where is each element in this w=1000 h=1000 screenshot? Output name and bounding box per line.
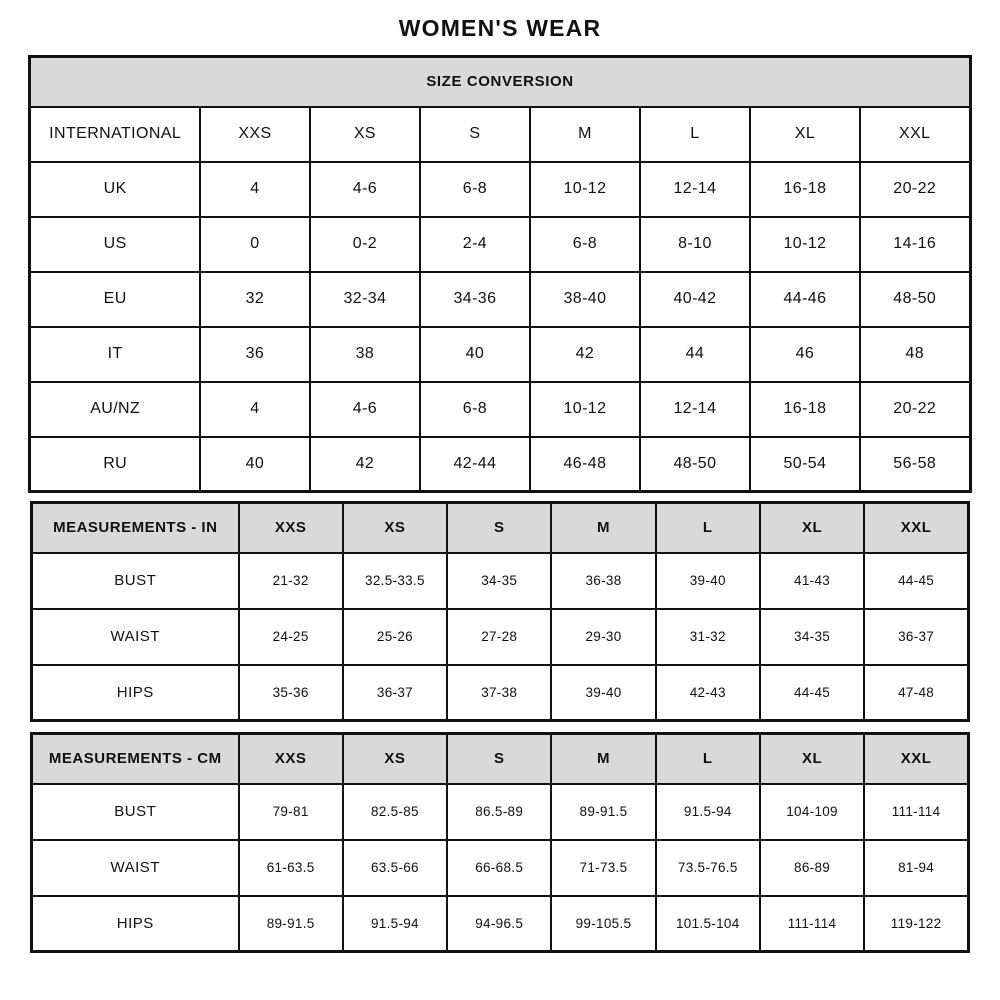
size-col-xs: XS (343, 503, 447, 553)
row-label: AU/NZ (30, 382, 200, 437)
size-cell: 16-18 (750, 162, 860, 217)
measure-cell: 39-40 (551, 665, 655, 721)
measure-cell: 66-68.5 (447, 840, 551, 896)
size-cell: 16-18 (750, 382, 860, 437)
measure-cell: 24-25 (239, 609, 343, 665)
size-col-l: L (656, 503, 760, 553)
size-col-l: L (640, 107, 750, 162)
measurements-cm-table (30, 732, 970, 953)
measure-cell: 111-114 (760, 896, 864, 952)
measure-cell: 41-43 (760, 553, 864, 609)
row-label: US (30, 217, 200, 272)
measure-cell: 111-114 (864, 784, 968, 840)
size-cell: 6-8 (420, 382, 530, 437)
size-cell: 40 (200, 437, 310, 492)
size-conversion-table (28, 55, 971, 493)
measure-cell: 89-91.5 (239, 896, 343, 952)
size-cell: 6-8 (420, 162, 530, 217)
measure-cell: 86-89 (760, 840, 864, 896)
measure-cell: 44-45 (864, 553, 968, 609)
measurements-cm-header-row (32, 734, 969, 784)
size-cell: 0 (200, 217, 310, 272)
measure-cell: 25-26 (343, 609, 447, 665)
measure-cell: 34-35 (760, 609, 864, 665)
size-col-m: M (551, 734, 655, 784)
size-cell: 50-54 (750, 437, 860, 492)
measure-cell: 94-96.5 (447, 896, 551, 952)
table-row-bust-cm (32, 784, 969, 840)
size-cell: 4-6 (310, 382, 420, 437)
measure-cell: 42-43 (656, 665, 760, 721)
size-col-xxs: XXS (239, 734, 343, 784)
row-label: EU (30, 272, 200, 327)
size-col-xxl: XXL (864, 734, 968, 784)
size-cell: 4 (200, 162, 310, 217)
table-caption-row (30, 57, 970, 107)
table-row-hips-in (32, 665, 969, 721)
size-cell: 14-16 (860, 217, 970, 272)
measure-cell: 27-28 (447, 609, 551, 665)
table-row-ru (30, 437, 970, 492)
size-col-s: S (447, 503, 551, 553)
table-row-waist-in (32, 609, 969, 665)
size-cell: 44 (640, 327, 750, 382)
size-cell: 48-50 (640, 437, 750, 492)
size-col-xs: XS (310, 107, 420, 162)
measure-cell: 79-81 (239, 784, 343, 840)
size-cell: 4-6 (310, 162, 420, 217)
table-row-aunz (30, 382, 970, 437)
measure-cell: 91.5-94 (656, 784, 760, 840)
size-cell: 10-12 (750, 217, 860, 272)
row-label: BUST (32, 784, 239, 840)
size-cell: 46-48 (530, 437, 640, 492)
size-col-l: L (656, 734, 760, 784)
size-cell: 36 (200, 327, 310, 382)
size-cell: 40-42 (640, 272, 750, 327)
size-col-xxs: XXS (239, 503, 343, 553)
size-cell: 12-14 (640, 382, 750, 437)
row-label: RU (30, 437, 200, 492)
measure-cell: 89-91.5 (551, 784, 655, 840)
size-cell: 20-22 (860, 382, 970, 437)
size-cell: 42 (310, 437, 420, 492)
measure-cell: 81-94 (864, 840, 968, 896)
size-cell: 38-40 (530, 272, 640, 327)
size-cell: 48 (860, 327, 970, 382)
measure-cell: 61-63.5 (239, 840, 343, 896)
measure-cell: 36-37 (343, 665, 447, 721)
size-header-row (30, 107, 970, 162)
table-row-us (30, 217, 970, 272)
size-col-m: M (530, 107, 640, 162)
measure-cell: 86.5-89 (447, 784, 551, 840)
measure-cell: 37-38 (447, 665, 551, 721)
size-cell: 4 (200, 382, 310, 437)
size-col-xl: XL (760, 503, 864, 553)
measurements-in-table (30, 501, 970, 722)
measure-cell: 73.5-76.5 (656, 840, 760, 896)
row-label: HIPS (32, 665, 239, 721)
measurements-in-title: MEASUREMENTS - IN (32, 503, 239, 553)
size-cell: 40 (420, 327, 530, 382)
size-col-s: S (420, 107, 530, 162)
measure-cell: 35-36 (239, 665, 343, 721)
size-cell: 48-50 (860, 272, 970, 327)
measure-cell: 31-32 (656, 609, 760, 665)
measurements-cm-title: MEASUREMENTS - CM (32, 734, 239, 784)
measure-cell: 82.5-85 (343, 784, 447, 840)
measure-cell: 71-73.5 (551, 840, 655, 896)
size-cell: 6-8 (530, 217, 640, 272)
table-row-hips-cm (32, 896, 969, 952)
size-cell: 44-46 (750, 272, 860, 327)
size-col-xs: XS (343, 734, 447, 784)
table-row-eu (30, 272, 970, 327)
size-col-xl: XL (750, 107, 860, 162)
measure-cell: 34-35 (447, 553, 551, 609)
size-cell: 42-44 (420, 437, 530, 492)
size-col-xxl: XXL (864, 503, 968, 553)
row-label: WAIST (32, 840, 239, 896)
size-cell: 46 (750, 327, 860, 382)
row-label: BUST (32, 553, 239, 609)
size-col-xl: XL (760, 734, 864, 784)
international-label: INTERNATIONAL (30, 107, 200, 162)
size-cell: 32-34 (310, 272, 420, 327)
measure-cell: 32.5-33.5 (343, 553, 447, 609)
table-row-it (30, 327, 970, 382)
size-cell: 38 (310, 327, 420, 382)
measure-cell: 101.5-104 (656, 896, 760, 952)
size-cell: 34-36 (420, 272, 530, 327)
table-row-bust-in (32, 553, 969, 609)
row-label: IT (30, 327, 200, 382)
size-col-xxl: XXL (860, 107, 970, 162)
measurements-in-header-row (32, 503, 969, 553)
measure-cell: 36-37 (864, 609, 968, 665)
size-cell: 0-2 (310, 217, 420, 272)
size-cell: 8-10 (640, 217, 750, 272)
row-label: HIPS (32, 896, 239, 952)
size-cell: 20-22 (860, 162, 970, 217)
row-label: UK (30, 162, 200, 217)
table-row-uk (30, 162, 970, 217)
measure-cell: 104-109 (760, 784, 864, 840)
table-row-waist-cm (32, 840, 969, 896)
size-cell: 10-12 (530, 162, 640, 217)
size-cell: 12-14 (640, 162, 750, 217)
measure-cell: 91.5-94 (343, 896, 447, 952)
measure-cell: 44-45 (760, 665, 864, 721)
measure-cell: 21-32 (239, 553, 343, 609)
size-col-xxs: XXS (200, 107, 310, 162)
size-col-s: S (447, 734, 551, 784)
size-col-m: M (551, 503, 655, 553)
size-cell: 10-12 (530, 382, 640, 437)
measure-cell: 39-40 (656, 553, 760, 609)
size-cell: 42 (530, 327, 640, 382)
page-title: WOMEN'S WEAR (398, 15, 602, 41)
measure-cell: 119-122 (864, 896, 968, 952)
measure-cell: 29-30 (551, 609, 655, 665)
measure-cell: 99-105.5 (551, 896, 655, 952)
size-cell: 32 (200, 272, 310, 327)
size-conversion-title: SIZE CONVERSION (30, 57, 970, 107)
row-label: WAIST (32, 609, 239, 665)
measure-cell: 36-38 (551, 553, 655, 609)
size-cell: 2-4 (420, 217, 530, 272)
measure-cell: 63.5-66 (343, 840, 447, 896)
measure-cell: 47-48 (864, 665, 968, 721)
size-cell: 56-58 (860, 437, 970, 492)
